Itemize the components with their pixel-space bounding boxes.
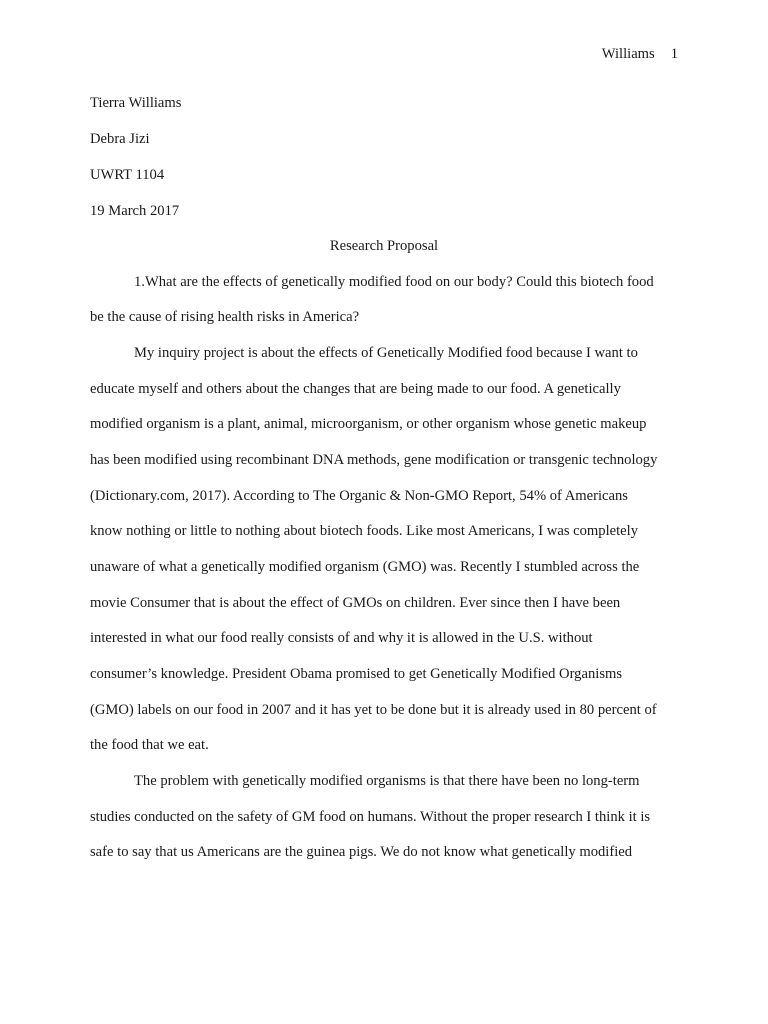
document-title: Research Proposal [329,238,439,254]
course-name: UWRT 1104 [90,167,165,183]
document-date: 19 March 2017 [90,203,180,219]
body-line: The problem with genetically modified organisms is that there have been no long-term [134,773,640,789]
running-header [602,46,678,63]
body-line: safe to say that us Americans are the guinea pigs. We do not know what genetically modified [90,844,633,860]
body-line: interested in what our food really consists of and why it is allowed in the U.S. without [90,630,593,646]
body-line: be the cause of rising health risks in America? [90,309,360,325]
body-line: unaware of what a genetically modified organism (GMO) was. Recently I stumbled across the [90,559,640,575]
instructor-name: Debra Jizi [90,131,150,147]
body-line: consumer’s knowledge. President Obama promised to get Genetically Modified Organisms [90,666,623,682]
header-surname: Williams [601,46,655,62]
body-line: has been modified using recombinant DNA methods, gene modification or transgenic technology [90,452,658,468]
body-line: My inquiry project is about the effects of Genetically Modified food because I want to [134,345,638,361]
body-line: modified organism is a plant, animal, microorganism, or other organism whose genetic makeup [90,416,647,432]
body-line: know nothing or little to nothing about biotech foods. Like most Americans, I was completely [90,523,638,539]
student-name: Tierra Williams [90,95,182,111]
body-line: 1.What are the effects of genetically modified food on our body? Could this biotech food [134,274,654,290]
body-line: educate myself and others about the changes that are being made to our food. A genetically [90,381,621,397]
body-line: (GMO) labels on our food in 2007 and it has yet to be done but it is already used in 80 percent of [90,702,657,718]
body-line: the food that we eat. [90,737,209,753]
body-line: (Dictionary.com, 2017). According to The Organic & Non-GMO Report, 54% of Americans [90,488,628,504]
header-page-number: 1 [670,46,678,62]
body-line: studies conducted on the safety of GM food on humans. Without the proper research I think it is [90,809,651,825]
body-line: movie Consumer that is about the effect of GMOs on children. Ever since then I have been [90,595,621,611]
